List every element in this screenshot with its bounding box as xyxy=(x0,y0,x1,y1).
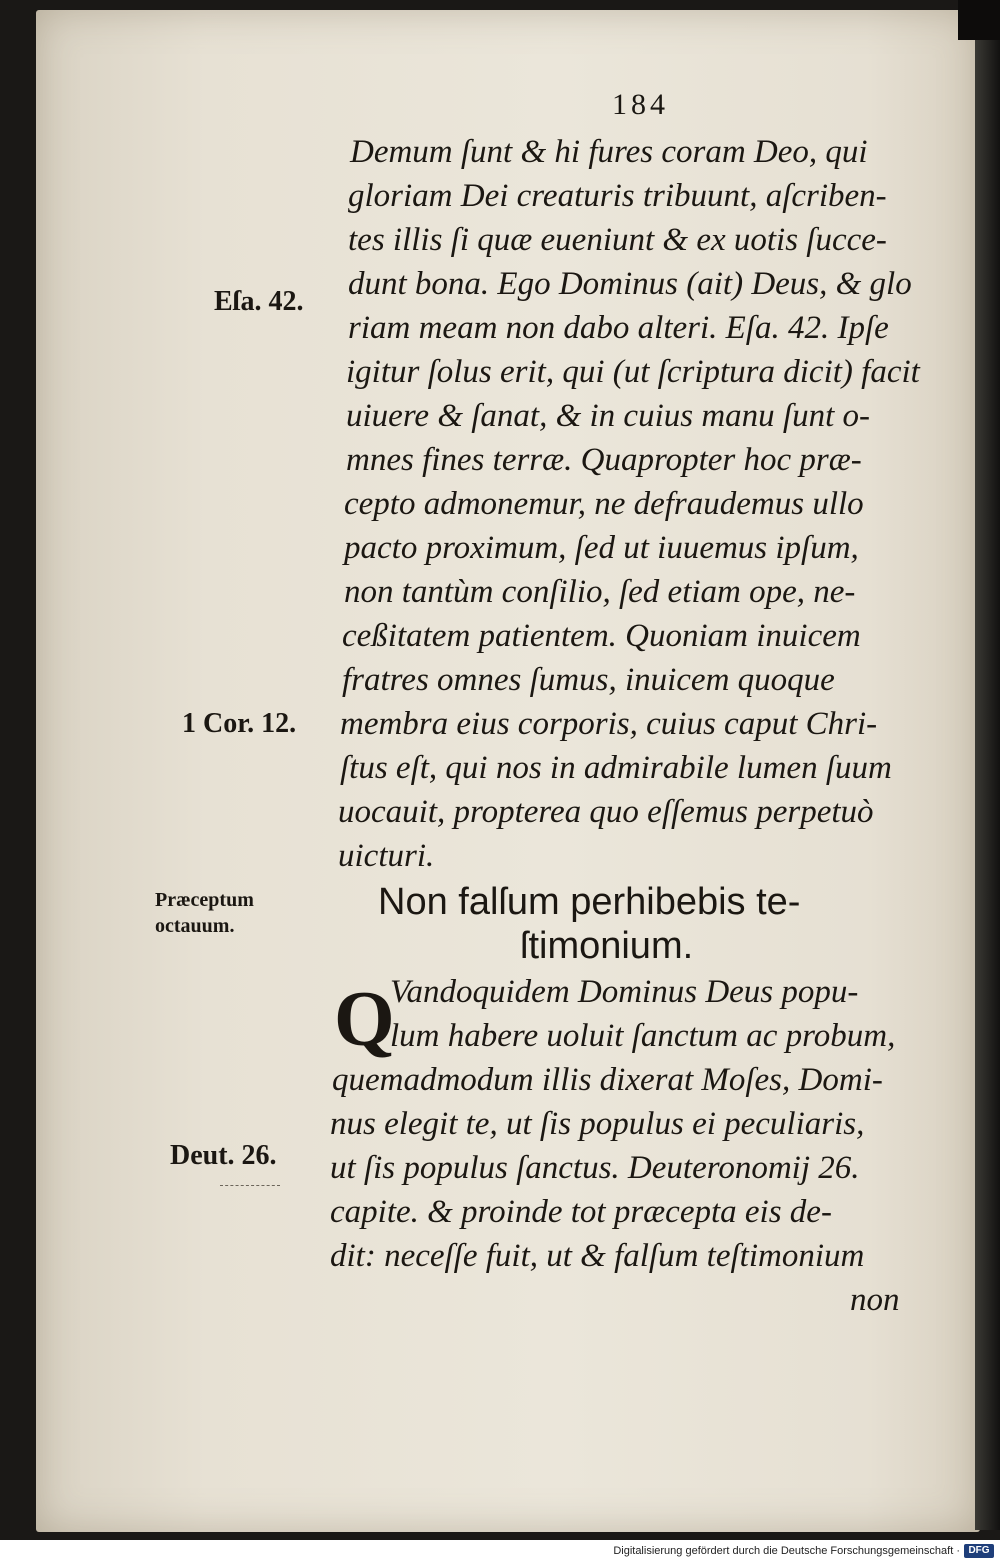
text-line: uicturi. xyxy=(338,838,435,874)
text-line: tes illis ſi quæ eueniunt & ex uotis ſucce- xyxy=(348,222,887,258)
text-line: riam meam non dabo alteri. Eſa. 42. Ipſe xyxy=(348,310,889,346)
section-heading-line-1: Non falſum perhibebis te- xyxy=(378,881,801,923)
text-line: Demum ſunt & hi fures coram Deo, qui xyxy=(350,134,868,170)
text-line: pacto proximum, ſed ut iuuemus ipſum, xyxy=(344,530,859,566)
text-line: fratres omnes ſumus, inuicem quoque xyxy=(342,662,835,698)
text-line: uiuere & ſanat, & in cuius manu ſunt o- xyxy=(346,398,870,434)
text-line: capite. & proinde tot præcepta eis de- xyxy=(330,1194,832,1230)
marginal-note-cor: 1 Cor. 12. xyxy=(182,708,297,739)
catchword: non xyxy=(850,1282,900,1318)
marginal-note-octauum: octauum. xyxy=(155,915,235,937)
text-line: uocauit, propterea quo eſſemus perpetuò xyxy=(338,794,874,830)
text-line: mnes fines terræ. Quapropter hoc præ- xyxy=(346,442,862,478)
text-line: nus elegit te, ut ſis populus ei peculiaris, xyxy=(330,1106,865,1142)
text-line: lum habere uoluit ſanctum ac probum, xyxy=(390,1018,896,1054)
text-line: igitur ſolus erit, qui (ut ſcriptura dicit) facit xyxy=(346,354,920,390)
dropcap: Q xyxy=(334,975,395,1062)
text-line: dit: neceſſe fuit, ut & falſum teſtimonium xyxy=(330,1238,865,1274)
book-cover-corner xyxy=(958,0,1000,40)
text-line: ceßitatem patientem. Quoniam inuicem xyxy=(342,618,861,654)
text-line: ſtus eſt, qui nos in admirabile lumen ſuum xyxy=(340,750,892,786)
marginal-note-praeceptum: Præceptum xyxy=(155,889,254,911)
text-line: ut ſis populus ſanctus. Deuteronomij 26. xyxy=(330,1150,860,1186)
funding-credit: Digitalisierung gefördert durch die Deutsche Forschungsgemeinschaft · xyxy=(613,1545,960,1557)
marginal-note-esa: Eſa. 42. xyxy=(214,286,304,317)
page-number: 184 xyxy=(612,88,669,121)
section-heading-line-2: ſtimonium. xyxy=(520,925,694,967)
book-edge xyxy=(975,30,1000,1530)
text-line: dunt bona. Ego Dominus (ait) Deus, & glo xyxy=(348,266,912,302)
text-line: quemadmodum illis dixerat Moſes, Domi- xyxy=(332,1062,883,1098)
dfg-logo-icon: DFG xyxy=(964,1544,994,1558)
text-line: membra eius corporis, cuius caput Chri- xyxy=(340,706,878,742)
marginal-note-deut: Deut. 26. xyxy=(170,1140,277,1171)
text-line: cepto admonemur, ne defraudemus ullo xyxy=(344,486,864,522)
text-line: Vandoquidem Dominus Deus popu- xyxy=(390,974,859,1010)
text-line: non tantùm conſilio, ſed etiam ope, ne- xyxy=(344,574,856,610)
text-line: gloriam Dei creaturis tribuunt, aſcriben- xyxy=(348,178,887,214)
marginal-rule xyxy=(220,1185,280,1186)
